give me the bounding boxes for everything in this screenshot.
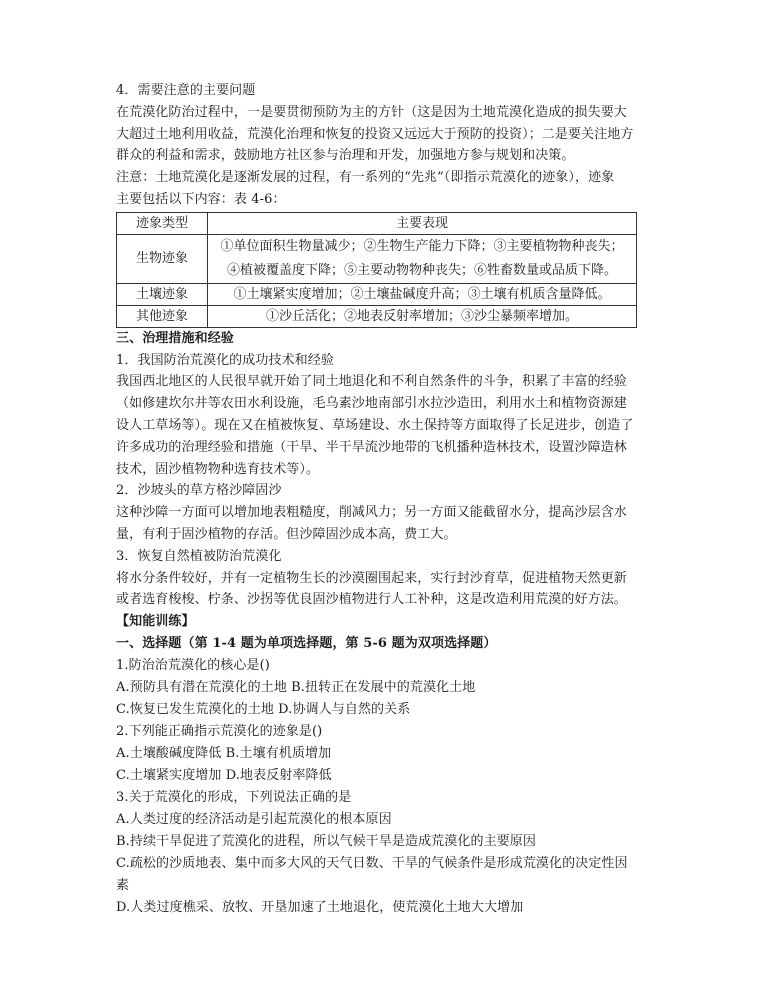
paragraph-line: 群众的利益和需求，鼓励地方社区参与治理和开发，加强地方参与规划和决策。 [116, 148, 575, 164]
table-cell-line: ①单位面积生物量减少；②生物生产能力下降；③主要植物物种丧失； [220, 238, 624, 254]
option-line: A.人类过度的经济活动是引起荒漠化的根本原因 [116, 811, 392, 827]
paragraph-line: 设人工草场等）。现在又在植被恢复、草场建设、水土保持等方面取得了长足进步，创造了 [116, 417, 634, 433]
option-line: A.预防具有潜在荒漠化的土地 B.扭转正在发展中的荒漠化土地 [116, 679, 476, 695]
question-line: 1.防治治荒漠化的核心是() [116, 657, 270, 673]
paragraph-line: 技术，固沙植物物种选育技术等）。 [116, 461, 320, 477]
table-cell-line: ④植被覆盖度下降；⑤主要动物物种丧失；⑥牲畜数量或品质下降。 [226, 262, 617, 278]
option-line: 素 [116, 877, 130, 893]
table-cell-detail [208, 234, 637, 283]
option-line: D.人类过度樵采、放牧、开垦加速了土地退化，使荒漠化土地大大增加 [116, 899, 524, 915]
paragraph-line: 或者选育梭梭、柠条、沙拐等优良固沙植物进行人工补种，这是改造利用荒漠的好方法。 [116, 592, 627, 608]
table-header-cell: 迹象类型 [117, 212, 208, 234]
paragraph-line: （如修建坎尔井等农田水利设施，毛乌素沙地南部引水拉沙造田，利用水土和植物资源建 [116, 396, 627, 412]
table-cell-type: 其他迹象 [117, 305, 208, 327]
table-cell-type: 生物迹象 [117, 234, 208, 283]
paragraph-line: 许多成功的治理经验和措施（干旱、半干旱流沙地带的飞机播种造林技术，设置沙障造林 [116, 439, 627, 455]
document-page [116, 80, 656, 919]
question-line: 3.关于荒漠化的形成，下列说法正确的是 [116, 789, 352, 805]
subsection-heading: 1．我国防治荒漠化的成功技术和经验 [116, 352, 334, 368]
table-row [117, 234, 637, 283]
paragraph-line: 大超过土地利用收益，荒漠化治理和恢复的投资又远远大于预防的投资）；二是要关注地方 [116, 126, 634, 142]
section-heading: 三、治理措施和经验 [116, 330, 234, 346]
note-line: 主要包括以下内容：表 4-6： [116, 191, 286, 207]
question-section-heading: 一、选择题（第 1-4 题为单项选择题，第 5-6 题为双项选择题） [116, 635, 497, 651]
desertification-signs-table [116, 212, 637, 328]
paragraph-line: 在荒漠化防治过程中，一是要贯彻预防为主的方针（这是因为土地荒漠化造成的损失要大 [116, 104, 627, 120]
paragraph-line: 这种沙障一方面可以增加地表粗糙度，削减风力；另一方面又能截留水分，提高沙层含水 [116, 505, 627, 521]
table-cell-type: 土壤迹象 [117, 283, 208, 305]
option-line: C.疏松的沙质地表、集中而多大风的天气日数、干旱的气候条件是形成荒漠化的决定性因 [116, 855, 628, 871]
option-line: C.土壤紧实度增加 D.地表反射率降低 [116, 767, 332, 783]
table-header-cell: 主要表现 [208, 212, 637, 234]
paragraph-line: 量，有利于固沙植物的存活。但沙障固沙成本高，费工大。 [116, 526, 457, 542]
training-heading: 【知能训练】 [116, 614, 195, 630]
table-row [117, 305, 637, 327]
option-line: C.恢复已发生荒漠化的土地 D.协调人与自然的关系 [116, 701, 411, 717]
table-cell-detail: ①沙丘活化；②地表反射率增加；③沙尘暴频率增加。 [208, 305, 637, 327]
note-line: 注意：土地荒漠化是逐渐发展的过程，有一系列的“先兆”（即指示荒漠化的迹象），迹象 [116, 170, 615, 186]
question-line: 2.下列能正确指示荒漠化的迹象是() [116, 723, 323, 739]
table-cell-detail: ①土壤紧实度增加；②土壤盐碱度升高；③土壤有机质含量降低。 [208, 283, 637, 305]
table-row [117, 283, 637, 305]
option-line: A.土壤酸碱度降低 B.土壤有机质增加 [116, 745, 332, 761]
subsection-heading: 3．恢复自然植被防治荒漠化 [116, 548, 282, 564]
paragraph-line: 我国西北地区的人民很早就开始了同土地退化和不利自然条件的斗争，积累了丰富的经验 [116, 374, 627, 390]
option-line: B.持续干旱促进了荒漠化的进程，所以气候干旱是造成荒漠化的主要原因 [116, 833, 536, 849]
table-header-row [117, 212, 637, 234]
paragraph-line: 将水分条件较好，并有一定植物生长的沙漠圈围起来，实行封沙育草，促进植物天然更新 [116, 570, 627, 586]
section-heading: 4．需要注意的主要问题 [116, 83, 256, 98]
subsection-heading: 2．沙坡头的草方格沙障固沙 [116, 483, 282, 499]
